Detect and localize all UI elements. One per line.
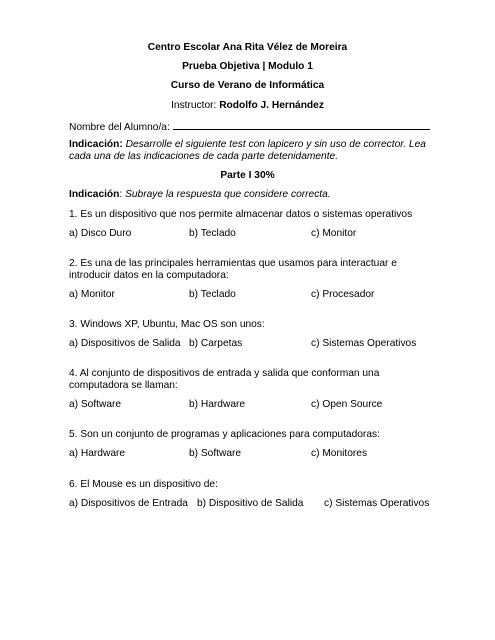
- question-6-option-b[interactable]: b) Dispositivo de Salida: [197, 498, 304, 509]
- instructor-label: Instructor:: [171, 100, 220, 111]
- question-5-option-a[interactable]: a) Hardware: [69, 448, 126, 459]
- question-3: 3. Windows XP, Ubuntu, Mac OS son unos:: [69, 319, 265, 330]
- indication-2-text: Subraye la respuesta que considere correcta.: [125, 189, 331, 200]
- question-2-option-a[interactable]: a) Monitor: [69, 289, 115, 300]
- student-name-label: Nombre del Alumno/a:: [69, 122, 170, 133]
- test-title: Prueba Objetiva | Modulo 1: [182, 61, 313, 72]
- indication-1-text: Desarrolle el siguiente test con lapicero y sin uso de corrector. Lea cada una de las indicaciones de cada parte detenidamente.: [69, 139, 426, 162]
- question-2-option-b[interactable]: b) Teclado: [189, 289, 236, 300]
- question-1-option-b[interactable]: b) Teclado: [189, 228, 236, 239]
- question-3-option-c[interactable]: c) Sistemas Operativos: [311, 338, 417, 349]
- question-1-option-a[interactable]: a) Disco Duro: [69, 228, 132, 239]
- question-2-option-c[interactable]: c) Procesador: [311, 289, 375, 300]
- question-4-option-c[interactable]: c) Open Source: [311, 399, 383, 410]
- student-name-field[interactable]: [173, 119, 430, 130]
- question-5: 5. Son un conjunto de programas y aplicaciones para computadoras:: [69, 429, 380, 440]
- question-4: 4. Al conjunto de dispositivos de entrada y salida que conforman una computadora se llaman:: [69, 368, 380, 391]
- instructor-name: Rodolfo J. Hernández: [219, 100, 324, 111]
- part-title: Parte I 30%: [220, 170, 275, 181]
- indication-2: [69, 189, 331, 201]
- course-title: Curso de Verano de Informática: [170, 80, 325, 91]
- instructor-line: [0, 100, 495, 112]
- indication-2-label: Indicación: [69, 189, 120, 200]
- question-6: 6. El Mouse es un dispositivo de:: [69, 479, 218, 490]
- indication-1: [69, 139, 429, 163]
- question-1: 1. Es un dispositivo que nos permite almacenar datos o sistemas operativos: [69, 209, 413, 220]
- question-4-option-a[interactable]: a) Software: [69, 399, 122, 410]
- indication-1-label: Indicación:: [69, 139, 123, 150]
- question-6-option-c[interactable]: c) Sistemas Operativos: [324, 498, 430, 509]
- question-5-option-c[interactable]: c) Monitores: [311, 448, 368, 459]
- question-1-option-c[interactable]: c) Monitor: [311, 228, 357, 239]
- student-name-row: [69, 119, 430, 134]
- question-4-option-b[interactable]: b) Hardware: [189, 399, 246, 410]
- question-6-option-a[interactable]: a) Dispositivos de Entrada: [69, 498, 188, 509]
- indication-2-colon: :: [119, 189, 126, 200]
- school-name: Centro Escolar Ana Rita Vélez de Moreira: [147, 42, 348, 53]
- question-5-option-b[interactable]: b) Software: [189, 448, 242, 459]
- question-3-option-b[interactable]: b) Carpetas: [189, 338, 243, 349]
- question-3-option-a[interactable]: a) Dispositivos de Salida: [69, 338, 181, 349]
- question-2: 2. Es una de las principales herramientas que usamos para interactuar e introducir datos en la computadora:: [69, 258, 397, 281]
